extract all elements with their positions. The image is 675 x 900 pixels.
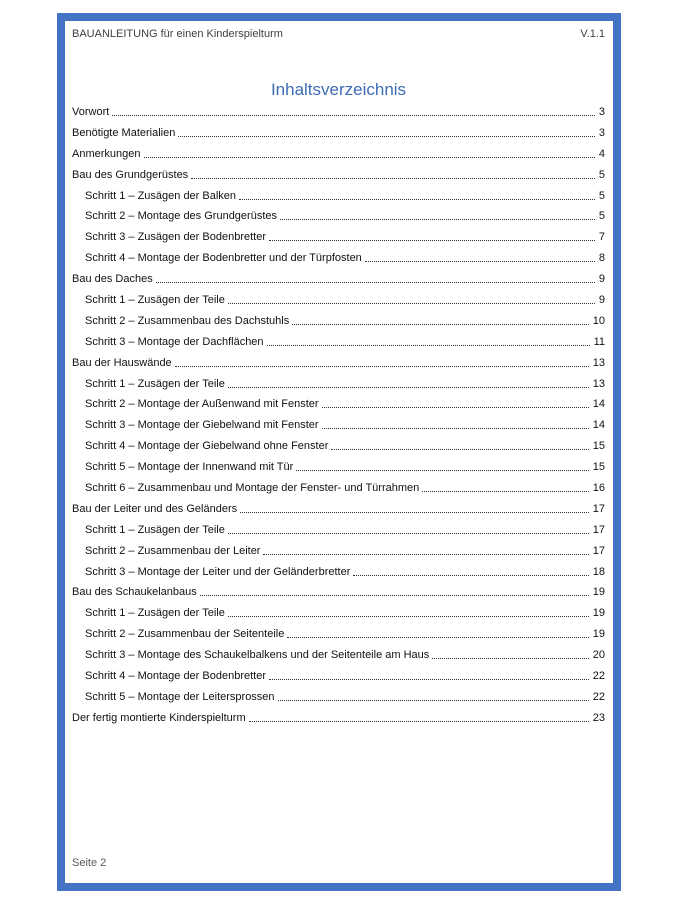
toc-entry[interactable] xyxy=(72,606,605,627)
toc-entry-label: Schritt 2 – Montage des Grundgerüstes xyxy=(85,210,277,223)
toc-entry-page: 4 xyxy=(598,147,605,160)
toc-entry[interactable] xyxy=(72,418,605,439)
toc-entry[interactable] xyxy=(72,711,605,732)
toc-entry[interactable] xyxy=(72,544,605,565)
toc-dot-leader xyxy=(112,105,595,116)
toc-entry-page: 5 xyxy=(598,189,605,202)
toc-entry[interactable] xyxy=(72,168,605,189)
toc-entry[interactable] xyxy=(72,669,605,690)
toc-entry-label: Anmerkungen xyxy=(72,147,141,160)
toc-entry[interactable] xyxy=(72,690,605,711)
toc-dot-leader xyxy=(240,502,589,513)
toc-dot-leader xyxy=(322,418,589,429)
toc-entry[interactable] xyxy=(72,439,605,460)
toc-entry-page: 5 xyxy=(598,210,605,223)
toc-entry[interactable] xyxy=(72,230,605,251)
toc-entry[interactable] xyxy=(72,356,605,377)
toc-entry[interactable] xyxy=(72,648,605,669)
toc-dot-leader xyxy=(331,439,588,450)
toc-entry-page: 7 xyxy=(598,231,605,244)
toc-entry-label: Schritt 1 – Zusägen der Teile xyxy=(85,294,225,307)
toc-entry-page: 10 xyxy=(592,314,605,327)
toc-entry-label: Schritt 1 – Zusägen der Teile xyxy=(85,607,225,620)
toc-entry-label: Bau der Hauswände xyxy=(72,356,172,369)
toc-entry-label: Schritt 3 – Montage des Schaukelbalkens und der Seitenteile am Haus xyxy=(85,649,430,662)
toc-dot-leader xyxy=(175,356,589,367)
toc-dot-leader xyxy=(228,606,589,617)
toc-entry-label: Schritt 4 – Montage der Giebelwand ohne Fenster xyxy=(85,440,329,453)
toc-entry-label: Schritt 5 – Montage der Leitersprossen xyxy=(85,690,275,703)
toc-entry-page: 13 xyxy=(592,377,605,390)
toc-dot-leader xyxy=(432,648,588,659)
toc-entry-page: 19 xyxy=(592,628,605,641)
toc-entry-page: 13 xyxy=(592,356,605,369)
toc-entry-label: Schritt 2 – Montage der Außenwand mit Fenster xyxy=(85,398,319,411)
toc-entry-label: Vorwort xyxy=(72,106,110,118)
toc-entry-page: 22 xyxy=(592,670,605,683)
toc-dot-leader xyxy=(353,565,588,576)
toc-dot-leader xyxy=(280,209,595,220)
toc-entry[interactable] xyxy=(72,585,605,606)
toc-entry[interactable] xyxy=(72,502,605,523)
page-number-footer: Seite 2 xyxy=(72,857,107,869)
toc-dot-leader xyxy=(228,293,595,304)
toc-entry-label: Schritt 4 – Montage der Bodenbretter xyxy=(85,670,266,683)
toc-entry-label: Schritt 2 – Zusammenbau des Dachstuhls xyxy=(85,314,290,327)
toc-entry-label: Schritt 3 – Montage der Giebelwand mit Fenster xyxy=(85,419,319,432)
toc-dot-leader xyxy=(292,314,589,325)
header-title: BAUANLEITUNG für einen Kinderspielturm xyxy=(72,28,283,40)
toc-dot-leader xyxy=(144,147,595,158)
toc-dot-leader xyxy=(249,711,589,722)
toc-entry-label: Bau des Schaukelanbaus xyxy=(72,586,197,599)
toc-entry[interactable] xyxy=(72,377,605,398)
header-version: V.1.1 xyxy=(580,28,605,40)
toc-entry-page: 3 xyxy=(598,106,605,118)
toc-entry-label: Schritt 3 – Montage der Leiter und der Geländerbretter xyxy=(85,565,351,578)
toc-entry-page: 19 xyxy=(592,607,605,620)
toc-entry-label: Schritt 3 – Zusägen der Bodenbretter xyxy=(85,231,266,244)
toc-entry-page: 16 xyxy=(592,482,605,495)
toc-entry-page: 14 xyxy=(592,398,605,411)
toc-entry[interactable] xyxy=(72,460,605,481)
document-header xyxy=(72,28,605,41)
toc-entry[interactable] xyxy=(72,189,605,210)
toc-title: Inhaltsverzeichnis xyxy=(270,80,407,99)
toc-entry-label: Schritt 1 – Zusägen der Balken xyxy=(85,189,237,202)
toc-entry-label: Bau des Daches xyxy=(72,273,153,286)
toc-entry[interactable] xyxy=(72,209,605,230)
toc-entry-page: 8 xyxy=(598,252,605,265)
page-content xyxy=(65,21,613,883)
toc-dot-leader xyxy=(278,690,589,701)
toc-dot-leader xyxy=(239,189,595,200)
toc-entry[interactable] xyxy=(72,147,605,168)
toc-entry-page: 23 xyxy=(592,711,605,724)
page-border-frame xyxy=(57,13,621,891)
toc-entry-page: 18 xyxy=(592,565,605,578)
toc-entry[interactable] xyxy=(72,105,605,126)
toc-entry[interactable] xyxy=(72,481,605,502)
toc-entry-page: 17 xyxy=(592,544,605,557)
toc-dot-leader xyxy=(322,397,589,408)
toc-entry[interactable] xyxy=(72,397,605,418)
toc-entry-label: Der fertig montierte Kinderspielturm xyxy=(72,711,246,724)
toc-entry-label: Schritt 3 – Montage der Dachflächen xyxy=(85,335,264,348)
toc-entry-page: 19 xyxy=(592,586,605,599)
toc-entry-page: 15 xyxy=(592,440,605,453)
toc-entry[interactable] xyxy=(72,293,605,314)
toc-entry[interactable] xyxy=(72,314,605,335)
toc-entry-label: Bau der Leiter und des Geländers xyxy=(72,502,238,515)
toc-dot-leader xyxy=(287,627,588,638)
toc-entry[interactable] xyxy=(72,627,605,648)
toc-entry-page: 11 xyxy=(593,335,605,348)
toc-entry-page: 9 xyxy=(598,273,605,286)
toc-dot-leader xyxy=(178,126,595,137)
toc-entry-label: Schritt 4 – Montage der Bodenbretter und der Türpfosten xyxy=(85,252,362,265)
toc-entry-label: Bau des Grundgerüstes xyxy=(72,168,189,181)
toc-dot-leader xyxy=(267,335,590,346)
toc-entry[interactable] xyxy=(72,251,605,272)
toc-dot-leader xyxy=(156,272,595,283)
toc-dot-leader xyxy=(200,585,589,596)
toc-entry[interactable] xyxy=(72,272,605,293)
toc-entry-label: Schritt 1 – Zusägen der Teile xyxy=(85,377,225,390)
toc-entry-page: 3 xyxy=(598,126,605,139)
toc-dot-leader xyxy=(191,168,595,179)
toc-dot-leader xyxy=(365,251,595,262)
toc-dot-leader xyxy=(228,377,589,388)
toc-entry-page: 20 xyxy=(592,649,605,662)
toc-dot-leader xyxy=(269,669,589,680)
toc-entry[interactable] xyxy=(72,565,605,586)
toc-entry-page: 17 xyxy=(592,502,605,515)
toc-entry-label: Schritt 1 – Zusägen der Teile xyxy=(85,523,225,536)
toc-entry-page: 15 xyxy=(592,461,605,474)
toc-entry-page: 9 xyxy=(598,294,605,307)
toc-entry-page: 14 xyxy=(592,419,605,432)
toc-dot-leader xyxy=(269,230,595,241)
toc-dot-leader xyxy=(422,481,589,492)
toc-entry-label: Schritt 2 – Zusammenbau der Seitenteile xyxy=(85,628,285,641)
toc-entry-label: Schritt 5 – Montage der Innenwand mit Tür xyxy=(85,461,294,474)
toc-entry-label: Schritt 2 – Zusammenbau der Leiter xyxy=(85,544,261,557)
toc-entry[interactable] xyxy=(72,126,605,147)
toc-entry-page: 22 xyxy=(592,690,605,703)
toc-entry[interactable] xyxy=(72,335,605,356)
toc-entry-page: 5 xyxy=(598,168,605,181)
toc-entry-page: 17 xyxy=(592,523,605,536)
toc-dot-leader xyxy=(263,544,588,555)
toc-entry-label: Schritt 6 – Zusammenbau und Montage der Fenster- und Türrahmen xyxy=(85,482,420,495)
toc-dot-leader xyxy=(296,460,588,471)
toc-dot-leader xyxy=(228,523,589,534)
toc-list xyxy=(72,105,605,732)
toc-entry-label: Benötigte Materialien xyxy=(72,126,176,139)
toc-entry[interactable] xyxy=(72,523,605,544)
